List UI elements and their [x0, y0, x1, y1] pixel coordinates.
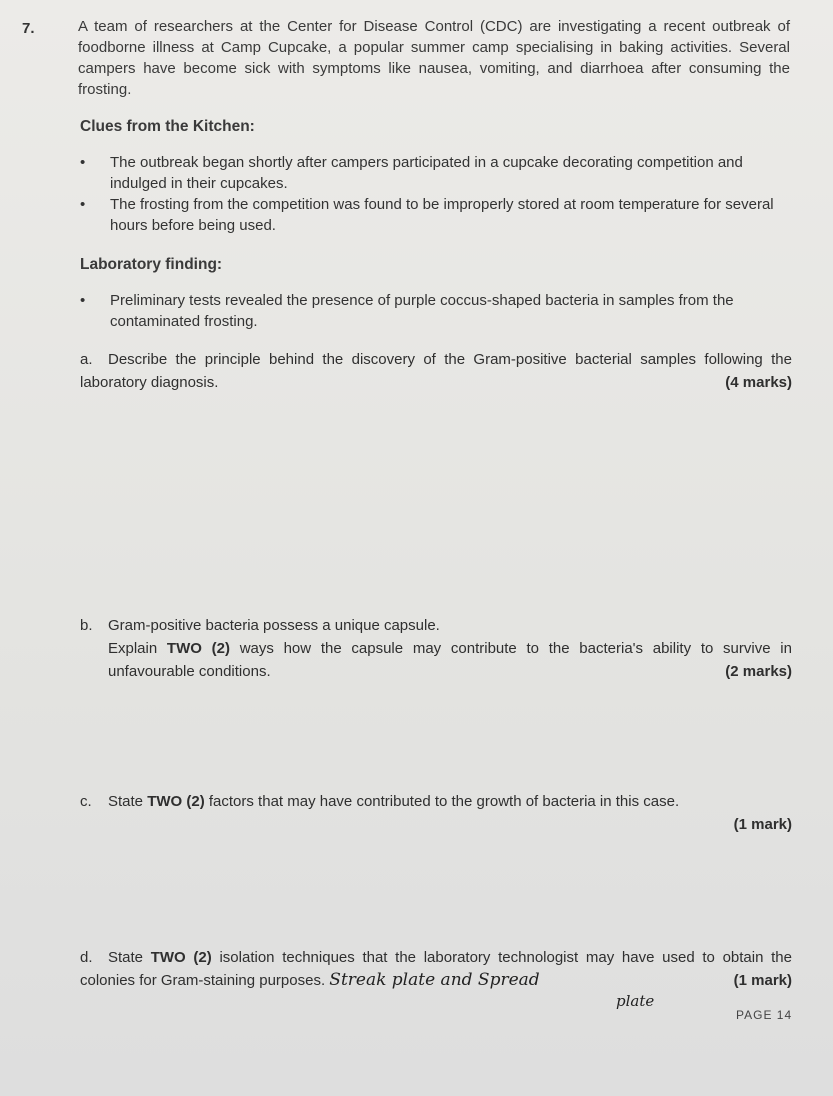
- part-d-handwritten-answer: Streak plate and Spread: [329, 970, 540, 990]
- part-b-pre: Explain: [108, 640, 167, 657]
- part-d-post: isolation techniques that the laboratory technologist may have used to obtain the colonies for Gram-staining purposes.: [80, 949, 792, 989]
- part-d-bold: TWO (2): [150, 949, 212, 966]
- part-b-marks: (2 marks): [725, 663, 792, 680]
- part-a-marks: (4 marks): [725, 374, 792, 391]
- lab-item: • Preliminary tests revealed the presence of purple coccus-shaped bacteria in samples from the contaminated frosting.: [80, 290, 792, 332]
- part-b-line1: Gram-positive bacteria possess a unique capsule.: [108, 617, 440, 634]
- part-c-post: factors that may have contributed to the growth of bacteria in this case.: [204, 793, 680, 810]
- part-c-bold: TWO (2): [147, 793, 205, 810]
- clue-item: • The outbreak began shortly after campers participated in a cupcake decorating competition and indulged in their cupcakes.: [80, 152, 792, 194]
- part-c: [80, 790, 792, 836]
- page-number: PAGE 14: [736, 1008, 793, 1022]
- part-d-letter: d.: [80, 949, 93, 966]
- lab-heading: Laboratory finding:: [80, 256, 223, 273]
- part-b-post: ways how the capsule may contribute to the bacteria's ability to survive in unfavourable conditions.: [108, 640, 792, 680]
- part-c-letter: c.: [80, 793, 92, 810]
- part-b-letter: b.: [80, 617, 93, 634]
- part-d-pre: State: [108, 949, 151, 966]
- part-d-handwritten-answer-cont: plate: [616, 992, 655, 1010]
- part-c-pre: State: [108, 793, 148, 810]
- question-intro: A team of researchers at the Center for Disease Control (CDC) are investigating a recent outbreak of foodborne illness at Camp Cupcake, a popular summer camp specialising in baking activities. Several campers have become sick with symptoms like nausea, vomiting, and diarrhoea after consuming the frosting.: [78, 18, 790, 98]
- clues-heading: Clues from the Kitchen:: [80, 118, 255, 135]
- part-a-letter: a.: [80, 351, 93, 368]
- part-d-marks: (1 mark): [733, 972, 792, 989]
- clue-item: • The frosting from the competition was found to be improperly stored at room temperature for several hours before being used.: [80, 194, 792, 236]
- part-c-marks: (1 mark): [733, 816, 792, 833]
- part-a-text: Describe the principle behind the discovery of the Gram-positive bacterial samples following the laboratory diagnosis.: [80, 351, 792, 391]
- question-number: 7.: [22, 20, 35, 37]
- part-b: [80, 614, 792, 683]
- part-d: [80, 946, 792, 992]
- part-a: [80, 348, 792, 394]
- lab-list: [80, 290, 792, 332]
- clues-list: [80, 152, 792, 236]
- part-b-bold: TWO (2): [166, 640, 230, 657]
